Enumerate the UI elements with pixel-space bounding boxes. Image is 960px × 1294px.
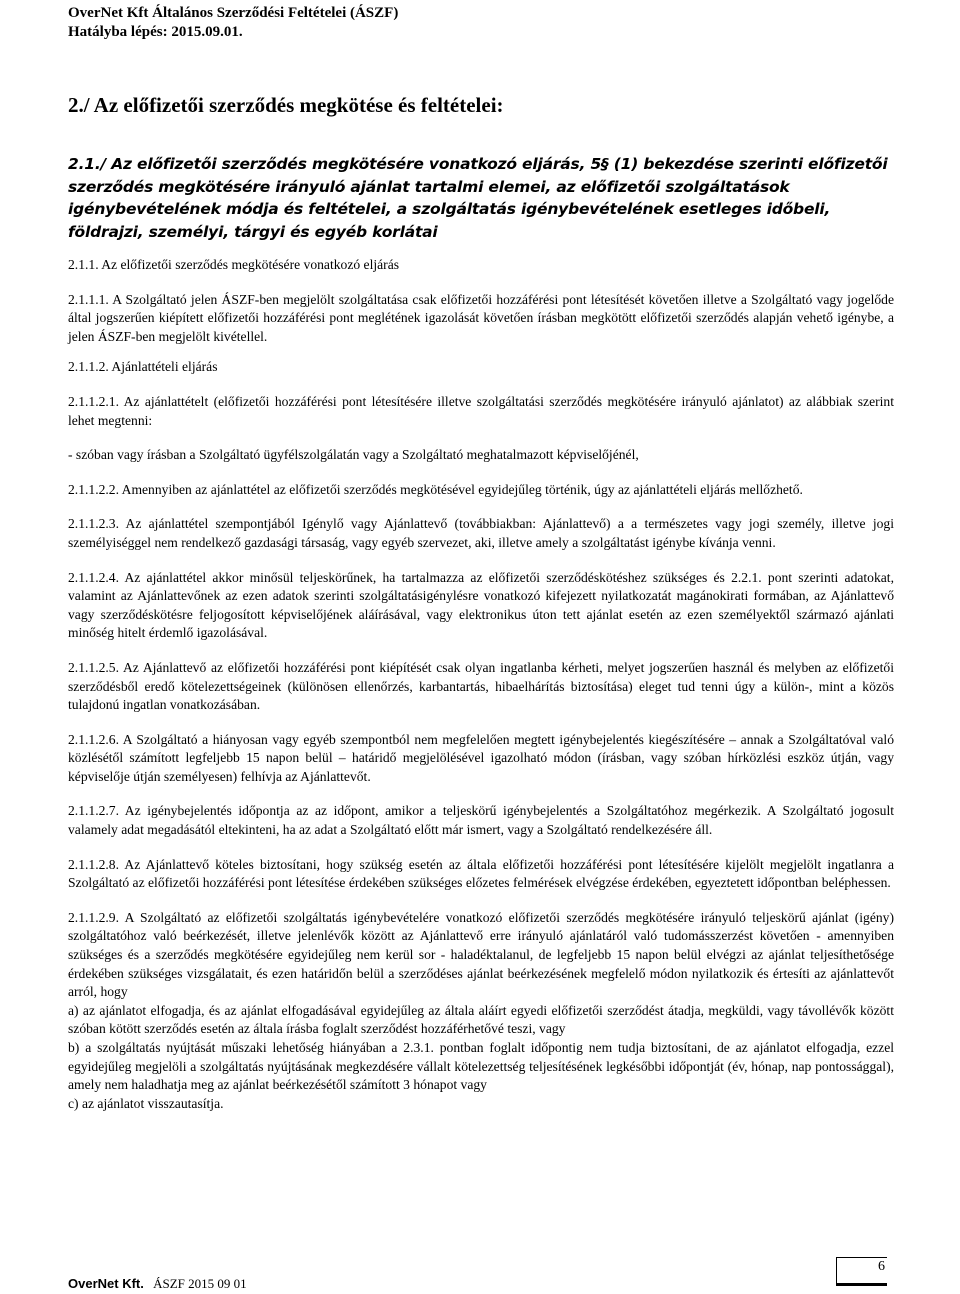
page-number-box bbox=[836, 1257, 887, 1286]
footer-doc-ref: ÁSZF 2015 09 01 bbox=[153, 1276, 247, 1291]
page-header bbox=[68, 4, 928, 42]
paragraph-2-1-1-2-9: 2.1.1.2.9. A Szolgáltató az előfizetői szolgáltatás igénybevételére vonatkozó előfizetői szerződés megkötésére irányuló teljeskörű ajánlat (igény) szolgáltatóhoz való beérkezését, illetve jelenlévők között az Ajánlattevő erre irányuló ajánlatáról való tudomásszerzést követően - amennyiben szükséges és a szerződés megkötésére egyidejűleg nem kerül sor - haladéktalanul, de legfeljebb 15 napon belül elvégzi az ajánlat teljesíthetősége érdekében szükséges vizsgálatait, és ezen határidőn belül a szerződéses ajánlat beérkezésének megfelelő módon nyilatkozik és értesíti az ajánlattevőt arról, hogy bbox=[68, 909, 894, 1000]
page-number: 6 bbox=[878, 1259, 885, 1274]
header-effective-date: Hatályba lépés: 2015.09.01. bbox=[68, 24, 243, 40]
paragraph-2-1-1-2-5: 2.1.1.2.5. Az Ajánlattevő az előfizetői hozzáférési pont kiépítését csak olyan ingatlanba kérheti, melyet jogszerűen használ és melyben az előfizetői szerződésből eredő kötelezettségeinek (különösen ellenőrzés, karbantartás, hibaelhárítás biztosítása) eleget tud tenni úgy a külön-, mint a közös tulajdonú ingatlan vonatkozásában. bbox=[68, 659, 894, 713]
section-title: 2.1./ Az előfizetői szerződés megkötésére vonatkozó eljárás, 5§ (1) bekezdése szerinti előfizetői szerződés megkötésére irányuló ajánlat tartalmi elemei, az előfizetői szolgáltatások igénybevételének módja és feltételei, a szolgáltatás igénybevételének esetleges időbeli, földrajzi, személyi, tárgyi és egyéb korlátai bbox=[68, 155, 888, 241]
subsection-heading-2-1-1: 2.1.1. Az előfizetői szerződés megkötésére vonatkozó eljárás bbox=[68, 257, 400, 272]
paragraph-2-1-1-2-6: 2.1.1.2.6. A Szolgáltató a hiányosan vagy egyéb szempontból nem megfelelően megtett igénybejelentés kiegészítésére – annak a Szolgáltatóval való közlésétől számított legfeljebb 15 napon belül – határidő megjelölésével igazolható módon (írásban, vagy szóban hírközlési eszköz útján, vagy képviselője útján személyesen) felhívja az Ajánlattevőt. bbox=[68, 731, 894, 784]
paragraph-2-1-1-2-3: 2.1.1.2.3. Az ajánlattétel szempontjából Igénylő vagy Ajánlattevő (továbbiakban: Ajánlattevő) a a természetes vagy jogi személy, illetve jogi személyiséggel nem rendelkező gazdasági társaság, vagy egyéb szervezet, aki, illetve amely a szolgáltatást igénybe kívánja venni. bbox=[68, 516, 894, 550]
paragraph-2-1-1-2-8: 2.1.1.2.8. Az Ajánlattevő köteles biztosítani, hogy szükség esetén az általa előfizetői hozzáférési pont létesítésére kijelölt megjelölt ingatlanra a Szolgáltató az előfizetői hozzáférési pont létesítése érdekében szükséges előzetes felmérések elvégzése érdekében, egyeztetett időpontban beléphessen. bbox=[68, 856, 894, 891]
paragraph-list-item: - szóban vagy írásban a Szolgáltató ügyfélszolgálatán vagy a Szolgáltató meghatalmazott képviselőjénél, bbox=[68, 447, 639, 463]
header-title: OverNet Kft Általános Szerződési Feltételei (ÁSZF) bbox=[68, 5, 399, 21]
paragraph-2-1-1-2-1: 2.1.1.2.1. Az ajánlattételt (előfizetői hozzáférési pont létesítésére illetve szolgáltatási szerződés megkötésére irányuló ajánlatot) az alábbiak szerint lehet megtenni: bbox=[68, 393, 894, 428]
page-footer bbox=[68, 1276, 247, 1292]
paragraph-2-1-1-2-7: 2.1.1.2.7. Az igénybejelentés időpontja az az időpont, amikor a teljeskörű igénybejelentés a Szolgáltatóhoz megérkezik. A Szolgáltató jogosult valamely adat megadásától eltekinteni, ha az adat a Szolgáltató előtt már ismert, vagy a Szolgáltató rendelkezésére áll. bbox=[68, 803, 894, 838]
subsection-heading-2-1-1-2: 2.1.1.2. Ajánlattételi eljárás bbox=[68, 359, 218, 375]
paragraph-2-1-1-2-4: 2.1.1.2.4. Az ajánlattétel akkor minősül teljeskörűnek, ha tartalmazza az előfizetői szerződéskötéshez szükséges és 2.2.1. pont szerinti adatokat, valamint az Ajánlattevőnek az ezen adatok szerinti szolgáltatásigénylésre vonatkozó kifejezett nyilatkozatát magánokirati formában, az Ajánlattevő vagy szerződéskötésre feljogosított képviselőjének aláírásával, vagy elektronikus úton tett ajánlat esetén az ezen személyektől származó ajánlati minőség hitelt érdemlő igazolásával. bbox=[68, 569, 894, 641]
list-item-b: b) a szolgáltatás nyújtását műszaki lehetőség hiányában a 2.3.1. pontban foglalt időpontig nem tudja biztosítani, de az ajánlatot elfogadja, ezzel egyidejűleg megjelöli a szolgáltatás nyújtásának megkezdésére vállalt kötelezettség teljesítésének legkésőbbi időpontját (év, hónap, nap pontossággal), amely nem haladhatja meg az ajánlat beérkezésétől számított 3 hónapot vagy bbox=[68, 1040, 894, 1093]
list-item-c: c) az ajánlatot visszautasítja. bbox=[68, 1095, 224, 1111]
footer-company: OverNet Kft. bbox=[68, 1276, 144, 1291]
paragraph-2-1-1-1: 2.1.1.1. A Szolgáltató jelen ÁSZF-ben megjelölt szolgáltatása csak előfizetői hozzáférési pont létesítését követően illetve a Szolgáltató vagy jogelőde által jogszerűen kiépített előfizetői hozzáférési pont meglétének igazolását követően írásban megkötött előfizetői szerződés alapján vehető igénybe, a jelen ÁSZF-ben megjelölt kivétellel. bbox=[68, 291, 894, 344]
paragraph-2-1-1-2-2: 2.1.1.2.2. Amennyiben az ajánlattétel az előfizetői szerződés megkötésével egyidejűleg történik, úgy az ajánlattételi eljárás mellőzhető. bbox=[68, 481, 803, 497]
list-item-a: a) az ajánlatot elfogadja, és az ajánlat elfogadásával egyidejűleg az általa aláírt egyedi előfizetői szerződést átadja, megküldi, vagy távollévők között szóban kötött szerződés esetén az általa írásba foglalt szerződést hozzáférhetővé teszi, vagy bbox=[68, 1002, 894, 1037]
chapter-heading: 2./ Az előfizetői szerződés megkötése és feltételei: bbox=[68, 93, 504, 117]
document-body bbox=[68, 256, 894, 1113]
